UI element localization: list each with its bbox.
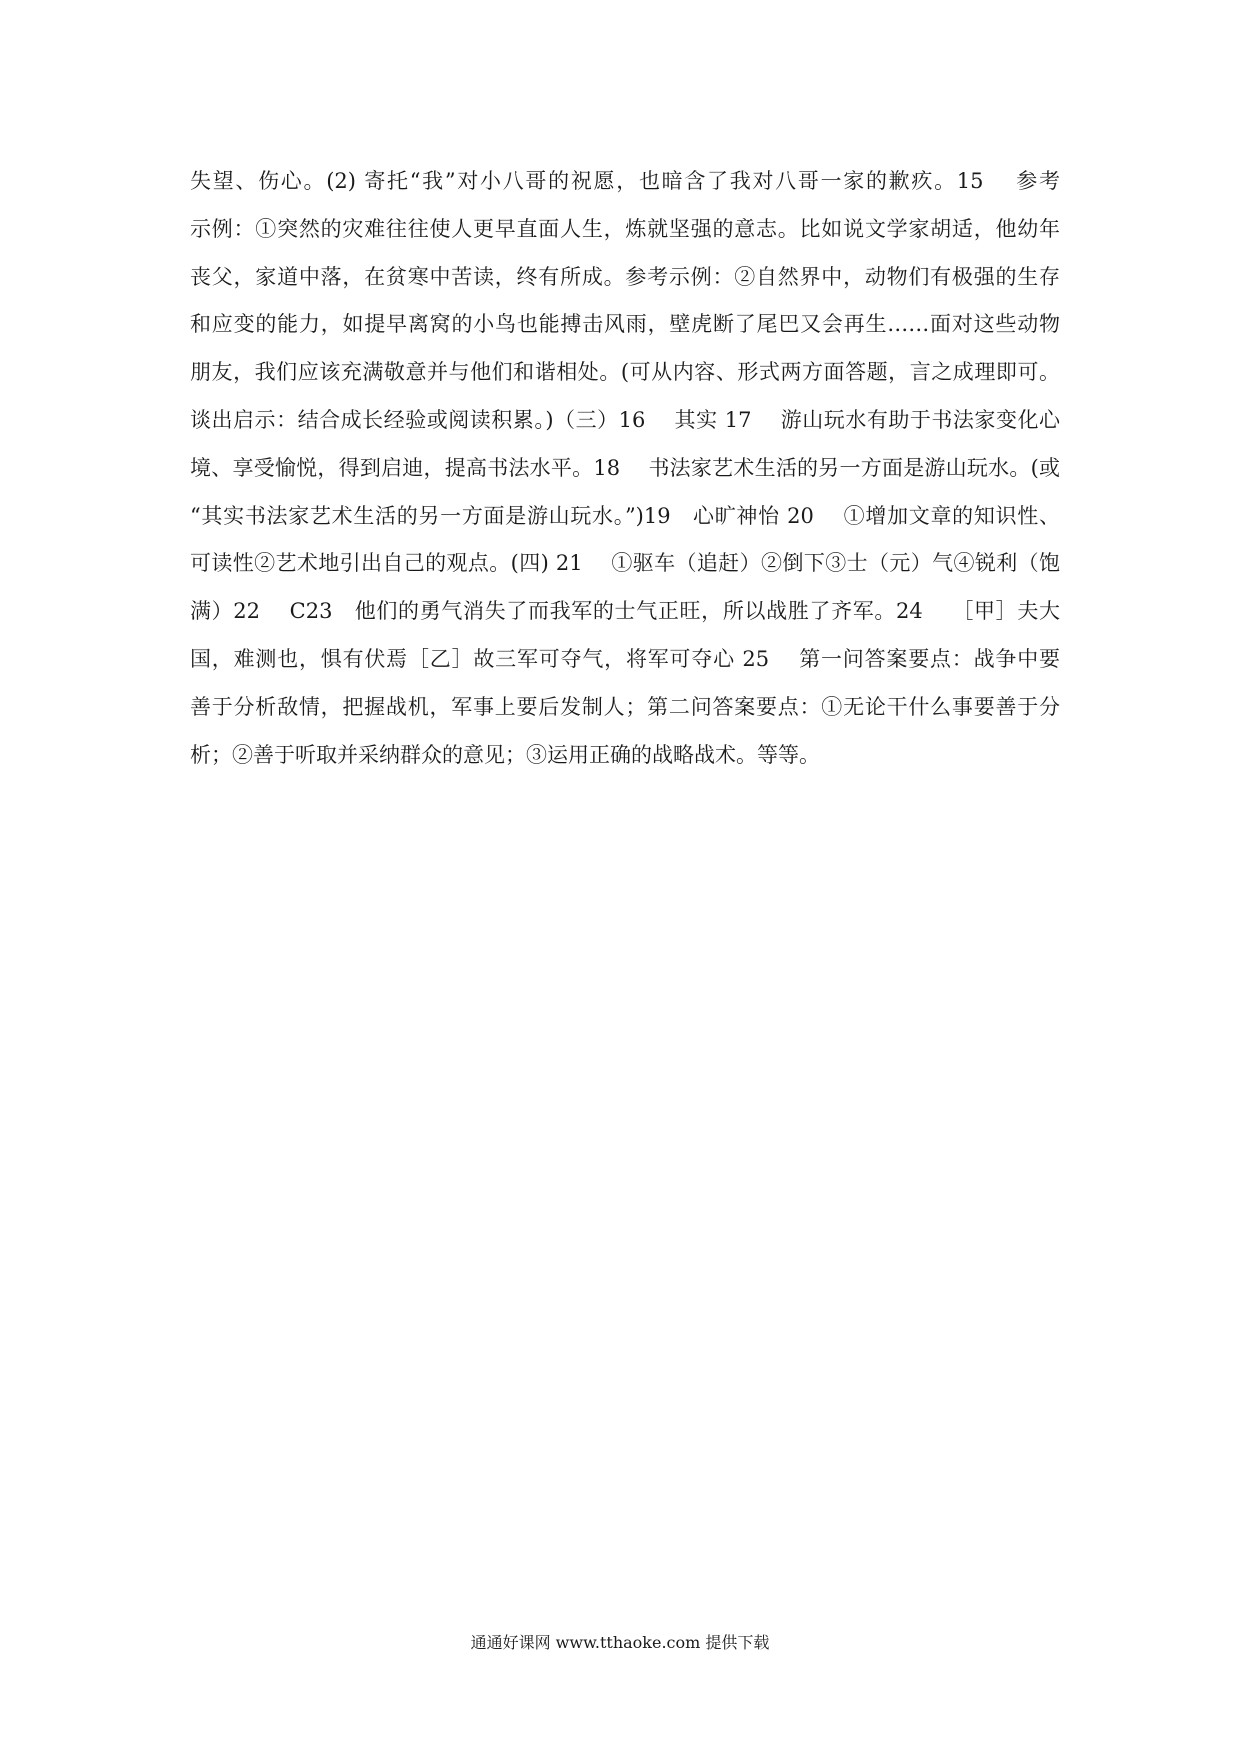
text-line: 丧父，家道中落，在贫寒中苦读，终有所成。参考示例：②自然界中，动物们有极强的生存: [190, 264, 1060, 289]
text-line: 可读性②艺术地引出自己的观点。(四) 21 ①驱车（追赶）②倒下③士（元）气④锐利（饱: [190, 551, 1060, 576]
text-line: 示例：①突然的灾难往往使人更早直面人生，炼就坚强的意志。比如说文学家胡适，他幼年: [190, 216, 1060, 241]
text-line: 善于分析敌情，把握战机，军事上要后发制人；第二问答案要点：①无论干什么事要善于分: [190, 694, 1060, 719]
text-line: 满）22 C23 他们的勇气消失了而我军的士气正旺，所以战胜了齐军。24 ［甲］夫大: [190, 599, 1060, 624]
text-line: 国，难测也，惧有伏焉［乙］故三军可夺气，将军可夺心 25 第一问答案要点：战争中要: [190, 646, 1060, 671]
text-line: 和应变的能力，如提早离窝的小鸟也能搏击风雨，壁虎断了尾巴又会再生……面对这些动物: [190, 312, 1060, 337]
text-line: “其实书法家艺术生活的另一方面是游山玩水。”)19 心旷神怡 20 ①增加文章的知识性、: [190, 503, 1060, 528]
text-line: 境、享受愉悦，得到启迪，提高书法水平。18 书法家艺术生活的另一方面是游山玩水。(或: [190, 455, 1060, 480]
text-line: 失望、伤心。(2) 寄托“我”对小八哥的祝愿，也暗含了我对八哥一家的歉疚。15 参考: [190, 169, 1060, 193]
text-line: 析；②善于听取并采纳群众的意见；③运用正确的战略战术。等等。: [190, 742, 820, 767]
page-footer: 通通好课网 www.tthaoke.com 提供下载: [470, 1633, 770, 1652]
text-line: 朋友，我们应该充满敬意并与他们和谐相处。(可从内容、形式两方面答题，言之成理即可。: [190, 360, 1060, 385]
answer-text-block: [190, 158, 1060, 779]
text-line: 谈出启示：结合成长经验或阅读积累。)（三）16 其实 17 游山玩水有助于书法家变化心: [190, 407, 1060, 432]
